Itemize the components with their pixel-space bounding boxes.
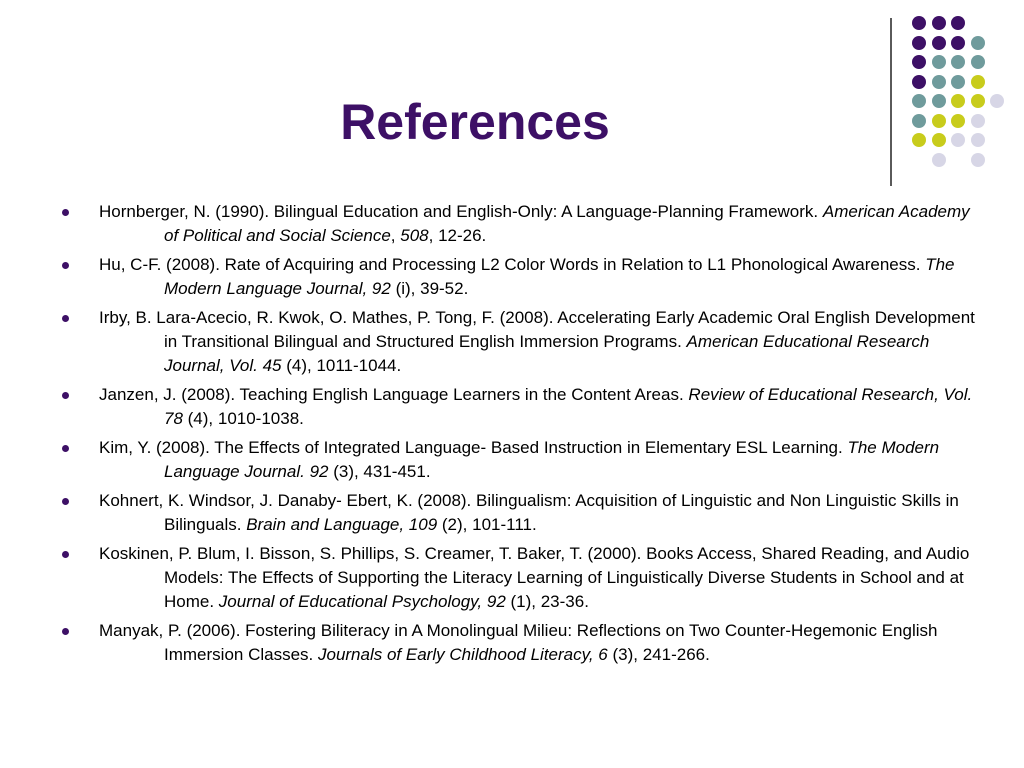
decorative-dot bbox=[971, 114, 985, 128]
reference-text: Hornberger, N. (1990). Bilingual Education and English-Only: A Language-Planning Framework. bbox=[99, 202, 823, 221]
decorative-dot bbox=[971, 133, 985, 147]
reference-text: Kohnert, K. Windsor, J. Danaby- Ebert, K. (2008). Bilingualism: Acquisition of Linguistic and Non Linguistic Skills in Bilinguals. bbox=[99, 491, 959, 534]
reference-text: (3), 241-266. bbox=[607, 645, 710, 664]
decorative-dot bbox=[951, 94, 965, 108]
reference-text: (4), 1011-1044. bbox=[281, 356, 402, 375]
reference-text: Koskinen, P. Blum, I. Bisson, S. Phillips, S. Creamer, T. Baker, T. (2000). Books Access, Shared Reading, and Audio Models: The Effects of Supporting the Literacy Learning of Linguistically Diverse Students in School and at Home. bbox=[99, 544, 970, 611]
bullet-icon bbox=[62, 209, 69, 216]
reference-text: , bbox=[390, 226, 401, 245]
reference-source: American Academy of Political and Social Science bbox=[164, 202, 970, 245]
decorative-dot bbox=[932, 153, 946, 167]
decorative-dot bbox=[932, 75, 946, 89]
reference-source: The Modern Language Journal, 92 bbox=[164, 255, 955, 298]
decorative-dot bbox=[932, 16, 946, 30]
decorative-dot bbox=[990, 94, 1004, 108]
decorative-dot bbox=[971, 55, 985, 69]
reference-source: Review of Educational Research, Vol. 78 bbox=[164, 385, 973, 428]
bullet-icon bbox=[62, 628, 69, 635]
bullet-icon bbox=[62, 551, 69, 558]
reference-text: Manyak, P. (2006). Fostering Biliteracy in A Monolingual Milieu: Reflections on Two Counter-Hegemonic English Immersion Classes. bbox=[99, 621, 938, 664]
bullet-icon bbox=[62, 315, 69, 322]
reference-item bbox=[62, 200, 982, 248]
reference-text: (3), 431-451. bbox=[328, 462, 431, 481]
bullet-icon bbox=[62, 392, 69, 399]
reference-item bbox=[62, 489, 982, 537]
decorative-dot bbox=[971, 75, 985, 89]
decorative-dot bbox=[951, 55, 965, 69]
bullet-icon bbox=[62, 445, 69, 452]
reference-item bbox=[62, 542, 982, 614]
reference-text: Kim, Y. (2008). The Effects of Integrated Language- Based Instruction in Elementary ESL Learning. bbox=[99, 438, 848, 457]
reference-source: Journal of Educational Psychology, 92 bbox=[218, 592, 506, 611]
decorative-dot bbox=[971, 36, 985, 50]
reference-item bbox=[62, 253, 982, 301]
bullet-icon bbox=[62, 262, 69, 269]
reference-text: Janzen, J. (2008). Teaching English Language Learners in the Content Areas. bbox=[99, 385, 689, 404]
decorative-dot bbox=[971, 153, 985, 167]
reference-text: (2), 101-111. bbox=[437, 515, 537, 534]
decorative-dot bbox=[951, 114, 965, 128]
decorative-dot bbox=[932, 36, 946, 50]
reference-source: Journals of Early Childhood Literacy, 6 bbox=[317, 645, 608, 664]
reference-item bbox=[62, 383, 982, 431]
reference-list bbox=[62, 200, 982, 672]
reference-item bbox=[62, 306, 982, 378]
reference-source: 508 bbox=[400, 226, 429, 245]
reference-source: Brain and Language, 109 bbox=[246, 515, 438, 534]
decorative-dot bbox=[951, 133, 965, 147]
reference-source: The Modern Language Journal. 92 bbox=[164, 438, 940, 481]
bullet-icon bbox=[62, 498, 69, 505]
reference-source: American Educational Research Journal, Vol. 45 bbox=[164, 332, 930, 375]
reference-text: (1), 23-36. bbox=[505, 592, 589, 611]
decorative-dot bbox=[932, 55, 946, 69]
decorative-dot bbox=[951, 36, 965, 50]
decorative-dot bbox=[912, 75, 926, 89]
reference-text: (i), 39-52. bbox=[390, 279, 469, 298]
reference-item bbox=[62, 436, 982, 484]
decorative-dot bbox=[951, 16, 965, 30]
decorative-dot bbox=[971, 94, 985, 108]
decorative-dot bbox=[951, 75, 965, 89]
slide-title: References bbox=[340, 94, 610, 150]
decorative-dot bbox=[912, 36, 926, 50]
reference-text: , 12-26. bbox=[428, 226, 487, 245]
decorative-dot bbox=[912, 55, 926, 69]
decorative-dot bbox=[912, 16, 926, 30]
reference-text: Hu, C-F. (2008). Rate of Acquiring and Processing L2 Color Words in Relation to L1 Phonological Awareness. bbox=[99, 255, 926, 274]
reference-item bbox=[62, 619, 982, 667]
reference-text: Irby, B. Lara-Acecio, R. Kwok, O. Mathes, P. Tong, F. (2008). Accelerating Early Academic Oral English Development in Transitional Bilingual and Structured English Immersion Programs. bbox=[99, 308, 975, 351]
reference-text: (4), 1010-1038. bbox=[182, 409, 304, 428]
